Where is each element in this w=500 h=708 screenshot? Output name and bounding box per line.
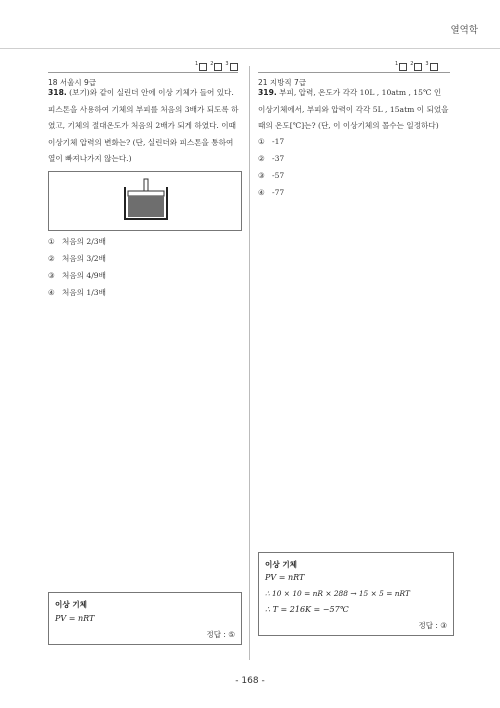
question-source: 18 서울시 9급 [48, 78, 97, 87]
option-1[interactable]: ① -17 [258, 137, 285, 146]
solution-formula: PV = nRT [55, 614, 95, 623]
left-question-rule [48, 72, 238, 73]
option-4[interactable]: ④ 처음의 1/3배 [48, 288, 106, 297]
solution-box-318 [48, 592, 242, 645]
check-1[interactable]: 1 [395, 62, 407, 71]
option-3[interactable]: ③ 처음의 4/9배 [48, 271, 106, 280]
right-question-rule [258, 72, 450, 73]
solution-box-319 [258, 552, 454, 636]
check-1[interactable]: 1 [195, 62, 207, 71]
solution-formula: PV = nRT [265, 573, 305, 582]
question-318: 318. (보기)와 같이 실린더 안에 이상 기체가 들어 있다. 피스톤을 사용하여 기체의 부피를 처음의 3배가 되도록 하 였고, 기체의 절대온도가 처음의 2배가 되게 하였다. 이때 이상기체 압력의 변화는? (단, 실린더와 피스톤을 통하여 열이 빠져나가지 않는다.) [48, 88, 239, 163]
cylinder-figure [48, 171, 242, 231]
right-checkboxes [395, 62, 438, 71]
page-number: - 168 - [235, 676, 265, 686]
option-2[interactable]: ② 처음의 3/2배 [48, 254, 106, 263]
solution-step-1: ∴ 10 × 10 = nR × 288 → 15 × 5 = nRT [265, 589, 410, 598]
left-checkboxes [195, 62, 238, 71]
column-divider [249, 66, 250, 660]
option-1[interactable]: ① 처음의 2/3배 [48, 237, 106, 246]
check-2[interactable]: 2 [210, 62, 222, 71]
solution-title: 이상 기체 [265, 560, 297, 569]
option-4[interactable]: ④ -77 [258, 188, 285, 197]
solution-step-2: ∴ T = 216K = −57℃ [265, 605, 349, 614]
question-319: 319. 부피, 압력, 온도가 각각 10L , 10atm , 15℃ 인 이상기체에서, 부피와 압력이 각각 5L , 15atm 이 되었을 때의 온도[℃]는? (단, 이 이상기체의 몰수는 일정하다) [258, 88, 449, 130]
answer-label: 정답 : ③ [418, 621, 447, 630]
option-2[interactable]: ② -37 [258, 154, 285, 163]
options-318 [48, 233, 106, 301]
option-3[interactable]: ③ -57 [258, 171, 285, 180]
cylinder-piston-diagram [49, 172, 241, 230]
page-title: 열역학 [450, 25, 478, 36]
options-319 [258, 133, 284, 201]
check-3[interactable]: 3 [225, 62, 237, 71]
header-divider [0, 48, 500, 49]
question-number: 318. [48, 88, 67, 97]
check-3[interactable]: 3 [425, 62, 437, 71]
answer-label: 정답 : ⑤ [206, 630, 235, 639]
solution-title: 이상 기체 [55, 600, 87, 609]
question-number: 319. [258, 88, 277, 97]
question-source: 21 지방직 7급 [258, 78, 307, 87]
check-2[interactable]: 2 [410, 62, 422, 71]
